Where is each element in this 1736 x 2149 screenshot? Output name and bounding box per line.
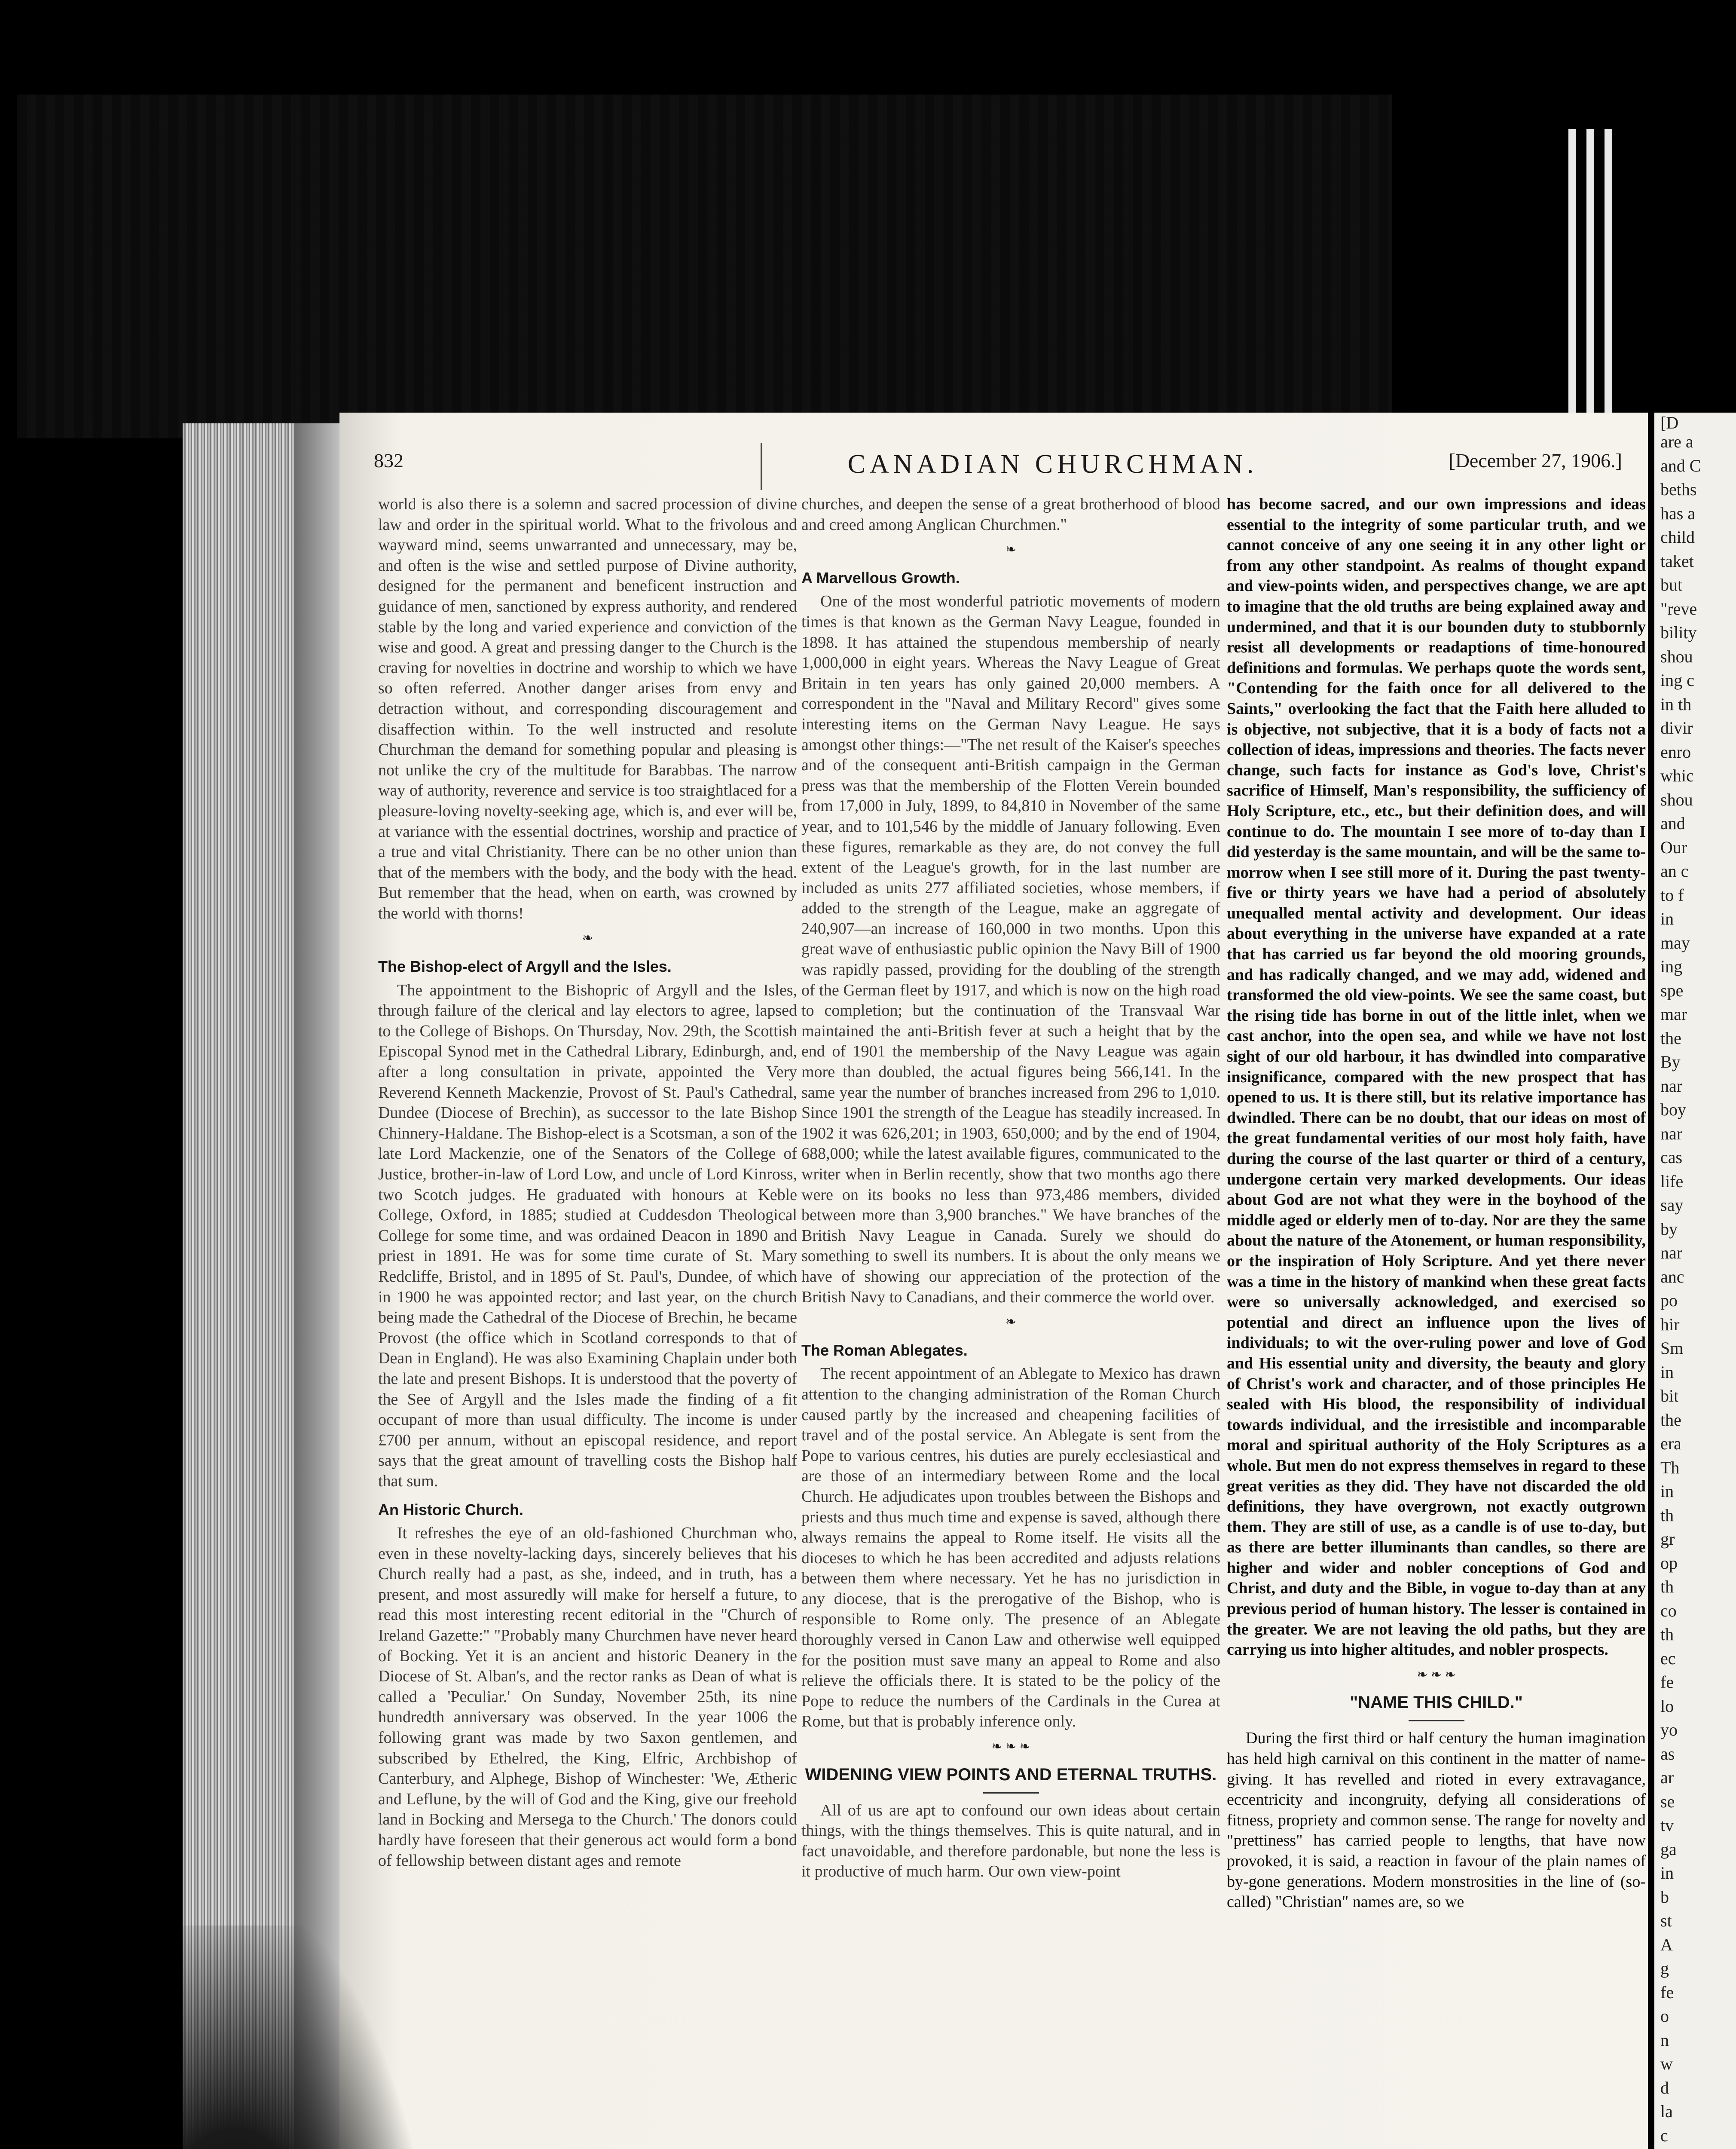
page-number: 832: [374, 450, 403, 471]
heading-rule: [1409, 1720, 1464, 1721]
article-heading: An Historic Church.: [378, 1500, 524, 1518]
facing-page-header: [D: [1660, 413, 1679, 432]
article-text: world is also there is a solemn and sacred procession of divine law and order in the spiritual world. What to the frivolous and wayward mind, seems unwarranted and unnecessary, may be, and often is the wise and settled purpose of Divine authority, designed for the permanent and beneficent instruction and guidance of men, sanctioned by express authority, and rendered stable by the long and varied experience and conviction of the wise and good. A great and pressing danger to the Church is the craving for novelties in doctrine and worship to which we have so often referred. Another danger arises from envy and detraction without, and corresponding discouragement and disaffection within. To the well instructed and resolute Churchman the demand for something popular and pleasing is not unlike the cry of the multitude for Barabbas. The narrow way of authority, reverence and service is too straightlaced for a pleasure-loving novelty-seeking age, which is, and ever will be, at variance with the essential doctrines, worship and practice of a true and vital Christianity. There can be no other union than that of the members with the body, and the body with the head. But remember that the head, when on earth, was crowned by the world with thorns!: [378, 495, 797, 922]
column-1: [378, 494, 797, 2149]
column-2: [801, 494, 1220, 2149]
article-heading: "NAME THIS CHILD.": [1350, 1693, 1523, 1712]
ornament-icon: ❧: [1005, 542, 1017, 557]
ornament-icon: ❧ ❧ ❧: [1417, 1667, 1456, 1682]
ornament-icon: ❧ ❧ ❧: [991, 1739, 1030, 1754]
article-heading: WIDENING VIEW POINTS AND ETERNAL TRUTHS.: [805, 1765, 1217, 1784]
ornament-icon: ❧: [1005, 1315, 1017, 1329]
ornament-icon: ❧: [582, 931, 593, 946]
book-page-stack: [183, 423, 294, 2149]
running-title: CANADIAN CHURCHMAN.: [847, 450, 1258, 479]
article-text: The appointment to the Bishopric of Argyll and the Isles, through failure of the clerical and lay electors to agree, lapsed to the College of Bishops. On Thursday, Nov. 29th, the Scottish Episcopal Synod met in the Cathedral Library, Edinburgh, and, after a long consultation in private, appointed the Very Reverend Kenneth Mackenzie, Provost of St. Paul's Cathedral, Dundee (Diocese of Brechin), as successor to the late Bishop Chinnery-Haldane. The Bishop-elect is a Scotsman, a son of the late Lord Mackenzie, one of the Senators of the College of Justice, brother-in-law of Lord Low, and uncle of Lord Kinross, two Scotch judges. He graduated with honours at Keble College, Oxford, in 1885; studied at Cuddesdon Theological College for some time, and was ordained Deacon in 1890 and priest in 1891. He was for some time curate of St. Mary Redcliffe, Bristol, and in 1895 of St. Paul's, Dundee, of which in 1900 he was appointed rector; and last year, on the church being made the Cathedral of the Diocese of Brechin, he became Provost (the office which in Scotland corresponds to that of Dean in England). He was also Examining Chaplain under both the late and present Bishops. It is understood that the poverty of the See of Argyll and the Isles made the finding of a fit occupant of more than usual difficulty. The income is under £700 per annum, without an episcopal residence, and report says that the great amount of travelling costs the Bishop half that sum.: [378, 981, 797, 1490]
header-divider: [761, 443, 762, 490]
issue-date: [December 27, 1906.]: [1449, 450, 1622, 471]
newspaper-page: [339, 413, 1648, 2149]
article-heading: The Bishop-elect of Argyll and the Isles.: [378, 958, 672, 976]
article-text: churches, and deepen the sense of a great brotherhood of blood and creed among Anglican Churchmen.": [801, 495, 1220, 534]
facing-page-text: are a and C beths has a child taket but "reve bility shou ing c in th divir enro whic shou and Our an c to f in may ing spe mar the By nar boy nar cas life say by nar anc po hir Sm in bit the era Th in th gr op th co th ec fe lo yo as ar se tv ga in b st A g fe o n w d la c: [1660, 432, 1701, 2145]
article-heading: A Marvellous Growth.: [801, 569, 960, 587]
article-text: The recent appointment of an Ablegate to Mexico has drawn attention to the changing administration of the Roman Church caused partly by the increased and cheapening facilities of travel and of the postal service. An Ablegate is sent from the Pope to various centres, his duties are purely ecclesiastical and are those of an intermediary between Rome and the local Church. He adjudicates upon troubles between the Bishops and priests and thus much time and expense is saved, although there always remains the appeal to Rome itself. He visits all the dioceses to which he has been accredited and adjusts relations between them where necessary. Yet he has no jurisdiction in any diocese, that is the prerogative of the Bishop, who is responsible to Rome only. The presence of an Ablegate thoroughly versed in Canon Law and otherwise well equipped for the position must save many an appeal to Rome and also relieve the officials there. It is stated to be the policy of the Pope to reduce the numbers of the Cardinals in the Curea at Rome, but that is probably inference only.: [801, 1365, 1220, 1731]
article-heading: The Roman Ablegates.: [801, 1341, 968, 1359]
article-text: It refreshes the eye of an old-fashioned Churchman who, even in these novelty-lacking days, sincerely believes that his Church really had a past, as she, indeed, and in truth, has a present, and most assuredly will make for herself a future, to read this most interesting recent editorial in the "Church of Ireland Gazette:" "Probably many Churchmen have never heard of Bocking. Yet it is an ancient and historic Deanery in the Diocese of St. Alban's, and the rector ranks as Dean of what is called a 'Peculiar.' On Sunday, November 25th, its nine hundredth anniversary was observed. In the year 1006 the following grant was made by two Saxon gentlemen, and subscribed by Ethelred, the King, Elfric, Archbishop of Canterbury, and Alphege, Bishop of Winchester: 'We, Ætheric and Leflune, by the will of God and the King, give our freehold land in Bocking and Mersega to the Church.' The donors could hardly have foreseen that their generous act would form a bond of fellowship between distant ages and remote: [378, 1524, 797, 1870]
thumb-shadow: [183, 1926, 440, 2149]
article-text: One of the most wonderful patriotic movements of modern times is that known as the German Navy League, founded in 1898. It has attained the stupendous membership of nearly 1,000,000 in eight years. Whereas the Navy League of Great Britain in ten years has only gained 20,000 members. A correspondent in the "Naval and Military Record" gives some interesting items on the German Navy League. He says amongst other things:—"The net result of the Kaiser's speeches and of the consequent anti-British campaign in the German press was that the membership of the Flotten Verein bounded from 17,000 in July, 1899, to 84,810 in November of the same year, and to 101,546 by the middle of January following. Even these figures, remarkable as they are, do not convey the full extent of the League's growth, for in the last number are included as units 277 affiliated societies, whose members, if added to the strength of the League, make an aggregate of 240,907—an increase of 160,000 in two months. Upon this great wave of enthusiastic public opinion the Navy Bill of 1900 was rapidly passed, providing for the doubling of the strength of the German fleet by 1917, and which is now on the high road to completion; but the continuation of the Transvaal War maintained the anti-British fever at such a height that by the end of 1901 the membership of the Navy League was again more than doubled, the actual figures being 566,141. In the same year the number of branches increased from 296 to 1,010. Since 1901 the strength of the League has steadily increased. In 1902 it was 626,201; in 1903, 650,000; and by the end of 1904, 688,000; while the latest available figures, communicated to the writer when in Berlin recently, show that two months ago there were on its books no less than 973,486 members, divided between more than 3,900 branches." We have branches of the British Navy League in Canada. Surely we should do something to swell its numbers. It is about the only means we have of showing our appreciation of the protection of the British Navy to Canadians, and their commerce the world over.: [801, 592, 1220, 1306]
article-text: During the first third or half century the human imagination has held high carnival on this continent in the matter of name-giving. It has revelled and rioted in every extravagance, eccentricity and incongruity, defying all considerations of fitness, propriety and common sense. The range for novelty and "prettiness" has carried people to lengths, that have now provoked, it is said, a reaction in favour of the plain names of by-gone generations. Modern monstrosities in the line of (so-called) "Christian" names are, so we: [1227, 1729, 1646, 1911]
article-text: All of us are apt to confound our own ideas about certain things, with the things themselves. This is quite natural, and in fact unavoidable, and therefore pardonable, but none the less is it productive of much harm. Our own view-point: [801, 1801, 1220, 1881]
facing-page-fragment: [1654, 413, 1736, 2149]
heading-rule: [983, 1792, 1039, 1794]
scanner-noise: [17, 95, 1392, 438]
column-3: [1227, 494, 1646, 2149]
article-text: has become sacred, and our own impressions and ideas essential to the integrity of some particular truth, and we cannot conceive of any one seeing it in any other light or from any other standpoint. As realms of thought expand and view-points widen, and perspectives change, we are apt to imagine that the old truths are being explained away and undermined, and that it is our bounden duty to stubbornly resist all developments or readaptions of time-honoured definitions and formulas. We perhaps quote the words sent, "Contending for the faith once for all delivered to the Saints," overlooking the fact that the Faith here alluded to is objective, not subjective, that it is a body of facts not a collection of ideas, impressions and theories. The facts never change, such facts for instance as God's love, Christ's sacrifice of Himself, Man's responsibility, the sufficiency of Holy Scripture, etc., etc., but their definition does, and will continue to do. The mountain I see more of to-day than I did yesterday is the same mountain, and will be the same to-morrow when I see still more of it. During the past twenty-five or thirty years we have had a period of absolutely unequalled mental activity and development. Our ideas about everything in the universe have expanded at a rate that has carried us far beyond the old mooring grounds, and has radically changed, and we may add, widened and transformed the old view-points. We see the same coast, but the rising tide has borne in out of the little inlet, when we cast anchor, into the open sea, and while we have not lost sight of our old harbour, it has dwindled into comparative insignificance, compared with the new prospect that has opened to us. It is there still, but its relative importance has dwindled. There can be no doubt, that our ideas on most of the great fundamental verities of our most holy faith, have during the course of the last quarter or third of a century, undergone certain very marked developments. Our ideas about God are not what they were in the boyhood of the middle aged or elderly men of to-day. Nor are they the same about the nature of the Atonement, or human responsibility, or the inspiration of Holy Scripture. And yet there never was a time in the history of mankind when these great facts were so universally acknowledged, and exercised so potential and direct an influence upon the lives of individuals; to wit the over-ruling power and love of God and His essential unity and diversity, the beauty and glory of Christ's work and character, and of those principles He sealed with His blood, the responsibility of individual towards individual, and the irresistible and incomparable moral and spiritual authority of the Holy Scriptures as a whole. But men do not express themselves in regard to these great verities as they did. They have not discarded the old definitions, they have overgrown, not exactly outgrown them. They are still of use, as a candle is of use to-day, but as there are better illuminants than candles, so there are higher and wider and nobler conceptions of God and Christ, and duty and the Bible, in vogue to-day than at any previous period of human history. The lesser is contained in the greater. We are not leaving the old paths, but they are carrying us into higher altitudes, and nobler prospects.: [1227, 495, 1646, 1659]
